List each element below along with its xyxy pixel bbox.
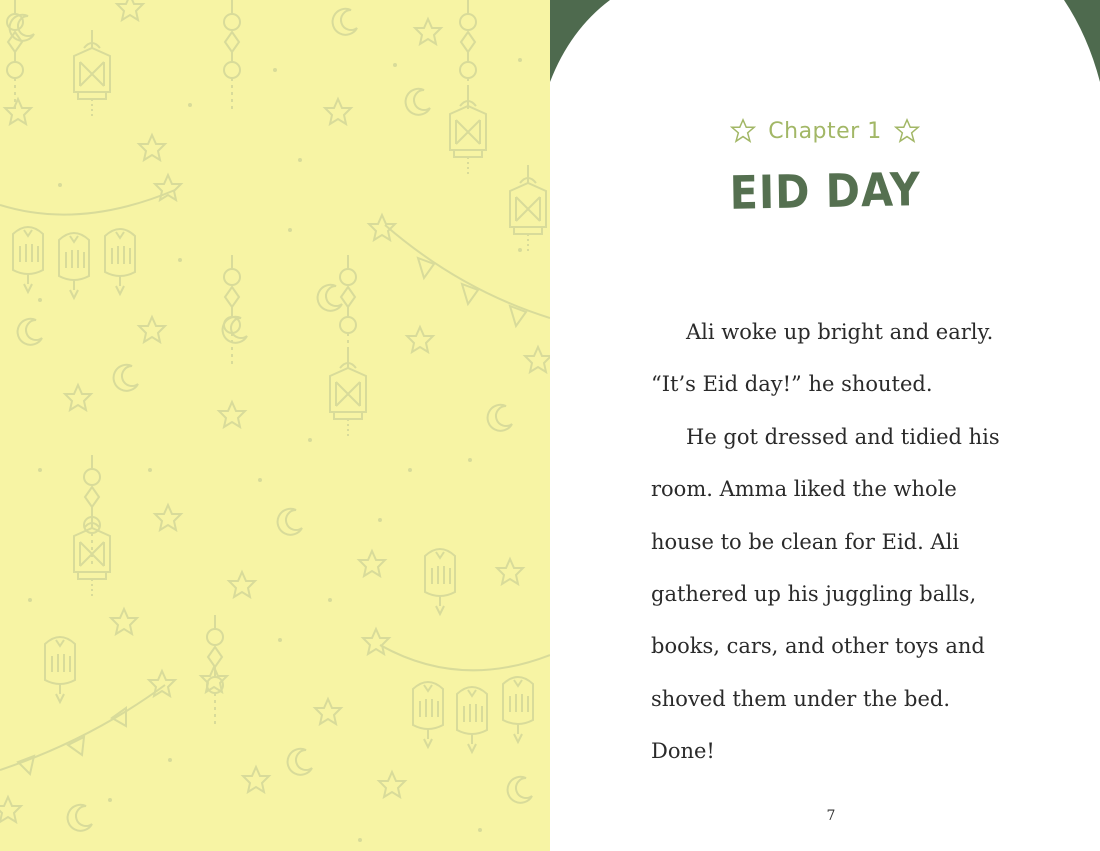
corner-decoration-right: [1064, 0, 1100, 90]
star-outline-icon: [730, 118, 756, 144]
story-line: house to be clean for Eid. Ali: [651, 529, 960, 554]
story-line: Ali woke up bright and early.: [686, 320, 994, 344]
story-line: room. Amma liked the whole: [651, 477, 957, 502]
chapter-title: EID DAY: [728, 162, 922, 220]
story-line: He got dressed and tidied his: [686, 424, 1000, 449]
story-line: Done!: [651, 739, 715, 764]
story-text: [651, 306, 1071, 778]
story-line: gathered up his juggling balls,: [651, 582, 977, 607]
page-number: 7: [826, 808, 836, 824]
right-page: [550, 0, 1100, 851]
chapter-header: [550, 118, 1100, 218]
story-line: “It’s Eid day!” he shouted.: [651, 372, 933, 397]
chapter-label-row: [550, 118, 1100, 144]
corner-decoration-left: [550, 0, 610, 90]
story-line: shoved them under the bed.: [651, 686, 951, 711]
story-line: books, cars, and other toys and: [651, 634, 985, 659]
chapter-label: Chapter 1: [768, 118, 882, 144]
star-outline-icon: [894, 118, 920, 144]
